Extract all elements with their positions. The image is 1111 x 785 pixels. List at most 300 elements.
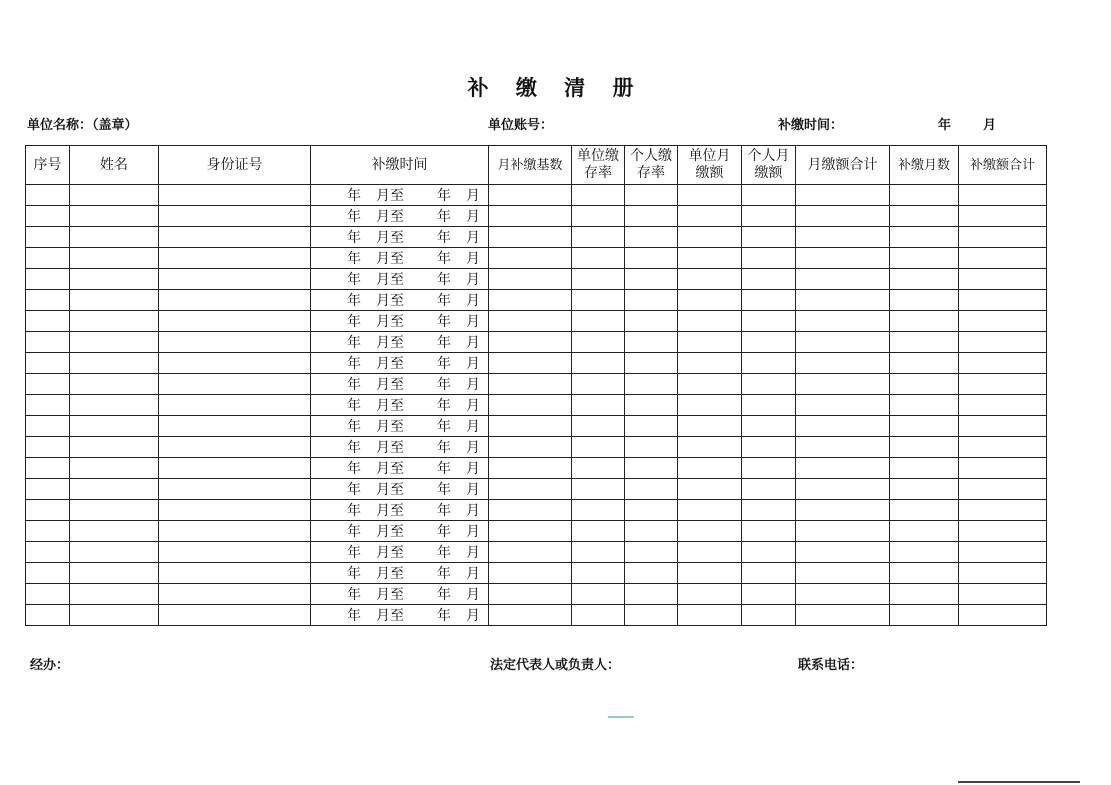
table-cell[interactable] xyxy=(959,458,1047,479)
table-cell[interactable] xyxy=(678,542,742,563)
table-cell[interactable] xyxy=(70,248,159,269)
table-cell[interactable] xyxy=(959,479,1047,500)
table-cell[interactable] xyxy=(26,521,70,542)
table-cell[interactable] xyxy=(26,353,70,374)
table-cell[interactable] xyxy=(26,185,70,206)
table-cell[interactable] xyxy=(159,563,311,584)
table-cell[interactable] xyxy=(572,416,625,437)
table-cell[interactable] xyxy=(159,416,311,437)
table-cell[interactable] xyxy=(742,332,796,353)
scan-edge-line xyxy=(958,781,1080,783)
table-cell[interactable] xyxy=(742,374,796,395)
table-cell[interactable] xyxy=(678,458,742,479)
table-cell[interactable] xyxy=(678,185,742,206)
time-year-label: 年 xyxy=(938,118,952,133)
table-cell[interactable] xyxy=(742,248,796,269)
table-cell[interactable] xyxy=(959,521,1047,542)
table-cell[interactable] xyxy=(890,479,959,500)
table-cell[interactable] xyxy=(159,332,311,353)
table-cell[interactable] xyxy=(678,206,742,227)
table-cell[interactable] xyxy=(26,542,70,563)
table-cell[interactable] xyxy=(26,290,70,311)
table-cell[interactable] xyxy=(890,269,959,290)
table-cell[interactable] xyxy=(890,542,959,563)
table-cell[interactable] xyxy=(890,500,959,521)
table-cell[interactable] xyxy=(26,584,70,605)
table-row xyxy=(26,416,1047,437)
table-cell[interactable] xyxy=(625,332,678,353)
table-cell[interactable] xyxy=(796,269,890,290)
table-cell[interactable] xyxy=(159,290,311,311)
table-cell[interactable] xyxy=(572,521,625,542)
table-cell[interactable] xyxy=(742,227,796,248)
table-cell[interactable] xyxy=(890,311,959,332)
table-cell[interactable] xyxy=(70,458,159,479)
table-cell[interactable] xyxy=(572,395,625,416)
table-cell[interactable] xyxy=(796,521,890,542)
col-personal-monthly: 个人月缴额 xyxy=(742,146,796,185)
table-cell[interactable] xyxy=(959,290,1047,311)
table-cell[interactable] xyxy=(26,458,70,479)
table-cell[interactable] xyxy=(70,521,159,542)
period-range xyxy=(311,332,488,352)
table-cell[interactable] xyxy=(572,227,625,248)
table-cell[interactable] xyxy=(489,395,572,416)
table-cell[interactable] xyxy=(678,353,742,374)
table-cell[interactable] xyxy=(890,458,959,479)
table-cell[interactable] xyxy=(70,395,159,416)
table-cell[interactable] xyxy=(159,479,311,500)
period-part: 月 xyxy=(466,503,480,519)
table-cell[interactable] xyxy=(625,311,678,332)
table-cell[interactable] xyxy=(796,332,890,353)
period-part: 月 xyxy=(466,398,480,414)
table-cell[interactable] xyxy=(70,290,159,311)
table-cell[interactable] xyxy=(625,584,678,605)
col-grand-total: 补缴额合计 xyxy=(959,146,1047,185)
period-cell[interactable] xyxy=(311,353,489,374)
table-cell[interactable] xyxy=(796,416,890,437)
table-cell[interactable] xyxy=(26,500,70,521)
table-cell[interactable] xyxy=(625,227,678,248)
table-cell[interactable] xyxy=(796,479,890,500)
table-cell[interactable] xyxy=(159,311,311,332)
table-cell[interactable] xyxy=(159,374,311,395)
time-month-label: 月 xyxy=(983,118,997,133)
table-cell[interactable] xyxy=(572,248,625,269)
table-cell[interactable] xyxy=(572,500,625,521)
table-cell[interactable] xyxy=(625,416,678,437)
table-cell[interactable] xyxy=(890,353,959,374)
period-cell[interactable] xyxy=(311,227,489,248)
period-part: 月 xyxy=(466,251,480,267)
period-range xyxy=(311,521,488,541)
table-cell[interactable] xyxy=(26,227,70,248)
period-cell[interactable] xyxy=(311,500,489,521)
table-cell[interactable] xyxy=(70,605,159,626)
period-part: 月 xyxy=(466,419,480,435)
table-cell[interactable] xyxy=(796,500,890,521)
table-cell[interactable] xyxy=(159,605,311,626)
table-cell[interactable] xyxy=(796,584,890,605)
period-range xyxy=(311,290,488,310)
table-cell[interactable] xyxy=(678,563,742,584)
table-cell[interactable] xyxy=(890,605,959,626)
table-cell[interactable] xyxy=(890,563,959,584)
table-cell[interactable] xyxy=(959,206,1047,227)
table-cell[interactable] xyxy=(26,311,70,332)
table-cell[interactable] xyxy=(70,269,159,290)
table-cell[interactable] xyxy=(489,332,572,353)
period-cell[interactable] xyxy=(311,521,489,542)
table-cell[interactable] xyxy=(625,458,678,479)
table-cell[interactable] xyxy=(959,353,1047,374)
table-cell[interactable] xyxy=(625,206,678,227)
table-cell[interactable] xyxy=(890,521,959,542)
period-part: 年 xyxy=(347,293,361,309)
table-cell[interactable] xyxy=(489,563,572,584)
period-part: 月至 xyxy=(376,272,404,288)
table-cell[interactable] xyxy=(890,185,959,206)
col-id-number: 身份证号 xyxy=(159,146,311,185)
table-cell[interactable] xyxy=(796,290,890,311)
table-cell[interactable] xyxy=(489,542,572,563)
table-cell[interactable] xyxy=(159,458,311,479)
table-cell[interactable] xyxy=(678,311,742,332)
table-cell[interactable] xyxy=(959,185,1047,206)
table-cell[interactable] xyxy=(572,332,625,353)
table-cell[interactable] xyxy=(26,248,70,269)
table-cell[interactable] xyxy=(678,416,742,437)
table-cell[interactable] xyxy=(796,227,890,248)
table-cell[interactable] xyxy=(159,500,311,521)
table-cell[interactable] xyxy=(678,584,742,605)
table-cell[interactable] xyxy=(159,395,311,416)
table-cell[interactable] xyxy=(742,437,796,458)
table-cell[interactable] xyxy=(489,584,572,605)
table-cell[interactable] xyxy=(742,605,796,626)
table-cell[interactable] xyxy=(959,374,1047,395)
table-cell[interactable] xyxy=(890,374,959,395)
table-cell[interactable] xyxy=(796,206,890,227)
table-row xyxy=(26,374,1047,395)
table-cell[interactable] xyxy=(159,248,311,269)
period-part: 月 xyxy=(466,545,480,561)
table-cell[interactable] xyxy=(70,332,159,353)
table-cell[interactable] xyxy=(742,311,796,332)
table-cell[interactable] xyxy=(959,500,1047,521)
table-cell[interactable] xyxy=(159,353,311,374)
table-cell[interactable] xyxy=(26,332,70,353)
period-part: 月至 xyxy=(376,419,404,435)
period-part: 月 xyxy=(466,377,480,393)
table-cell[interactable] xyxy=(890,332,959,353)
table-cell[interactable] xyxy=(489,521,572,542)
table-cell[interactable] xyxy=(489,185,572,206)
table-cell[interactable] xyxy=(489,248,572,269)
table-cell[interactable] xyxy=(890,290,959,311)
table-cell[interactable] xyxy=(159,185,311,206)
period-cell[interactable] xyxy=(311,332,489,353)
period-cell[interactable] xyxy=(311,542,489,563)
table-cell[interactable] xyxy=(489,500,572,521)
table-row xyxy=(26,311,1047,332)
table-cell[interactable] xyxy=(26,374,70,395)
table-cell[interactable] xyxy=(159,437,311,458)
table-cell[interactable] xyxy=(625,374,678,395)
table-cell[interactable] xyxy=(796,437,890,458)
table-cell[interactable] xyxy=(890,395,959,416)
period-part: 月至 xyxy=(376,230,404,246)
table-cell[interactable] xyxy=(572,269,625,290)
table-cell[interactable] xyxy=(890,437,959,458)
table-cell[interactable] xyxy=(959,332,1047,353)
table-cell[interactable] xyxy=(742,500,796,521)
table-cell[interactable] xyxy=(572,563,625,584)
table-cell[interactable] xyxy=(796,311,890,332)
table-cell[interactable] xyxy=(678,269,742,290)
table-cell[interactable] xyxy=(796,353,890,374)
table-cell[interactable] xyxy=(796,458,890,479)
table-cell[interactable] xyxy=(159,206,311,227)
table-cell[interactable] xyxy=(159,584,311,605)
period-cell[interactable] xyxy=(311,290,489,311)
table-cell[interactable] xyxy=(159,542,311,563)
period-cell[interactable] xyxy=(311,605,489,626)
table-cell[interactable] xyxy=(625,605,678,626)
period-cell[interactable] xyxy=(311,563,489,584)
table-cell[interactable] xyxy=(70,479,159,500)
table-cell[interactable] xyxy=(890,206,959,227)
account-label: 单位账号： xyxy=(488,118,554,133)
table-cell[interactable] xyxy=(572,437,625,458)
table-cell[interactable] xyxy=(572,353,625,374)
table-cell[interactable] xyxy=(742,206,796,227)
col-months: 补缴月数 xyxy=(890,146,959,185)
time-label: 补缴时间： xyxy=(778,118,844,133)
period-cell[interactable] xyxy=(311,458,489,479)
table-cell[interactable] xyxy=(742,269,796,290)
table-cell[interactable] xyxy=(26,395,70,416)
period-cell[interactable] xyxy=(311,395,489,416)
table-cell[interactable] xyxy=(625,479,678,500)
table-cell[interactable] xyxy=(625,563,678,584)
table-cell[interactable] xyxy=(625,269,678,290)
table-cell[interactable] xyxy=(489,269,572,290)
table-cell[interactable] xyxy=(489,458,572,479)
table-cell[interactable] xyxy=(489,479,572,500)
period-cell[interactable] xyxy=(311,584,489,605)
table-cell[interactable] xyxy=(70,584,159,605)
table-cell[interactable] xyxy=(890,416,959,437)
table-cell[interactable] xyxy=(26,206,70,227)
period-part: 年 xyxy=(437,314,451,330)
table-cell[interactable] xyxy=(678,395,742,416)
table-cell[interactable] xyxy=(742,479,796,500)
table-cell[interactable] xyxy=(489,290,572,311)
table-cell[interactable] xyxy=(796,374,890,395)
period-range xyxy=(311,395,488,415)
table-cell[interactable] xyxy=(572,290,625,311)
table-cell[interactable] xyxy=(959,437,1047,458)
period-cell[interactable] xyxy=(311,374,489,395)
period-part: 月 xyxy=(466,272,480,288)
table-cell[interactable] xyxy=(572,458,625,479)
table-cell[interactable] xyxy=(70,416,159,437)
table-cell[interactable] xyxy=(959,584,1047,605)
table-cell[interactable] xyxy=(625,500,678,521)
table-cell[interactable] xyxy=(742,584,796,605)
table-cell[interactable] xyxy=(572,206,625,227)
table-cell[interactable] xyxy=(796,248,890,269)
table-cell[interactable] xyxy=(572,479,625,500)
table-cell[interactable] xyxy=(572,185,625,206)
table-cell[interactable] xyxy=(572,311,625,332)
table-cell[interactable] xyxy=(959,311,1047,332)
table-cell[interactable] xyxy=(796,563,890,584)
table-cell[interactable] xyxy=(572,374,625,395)
table-cell[interactable] xyxy=(796,395,890,416)
table-cell[interactable] xyxy=(572,605,625,626)
table-cell[interactable] xyxy=(742,458,796,479)
period-range xyxy=(311,269,488,289)
table-cell[interactable] xyxy=(959,269,1047,290)
table-cell[interactable] xyxy=(742,395,796,416)
table-cell[interactable] xyxy=(625,353,678,374)
table-cell[interactable] xyxy=(678,374,742,395)
table-cell[interactable] xyxy=(678,521,742,542)
period-part: 年 xyxy=(437,230,451,246)
table-cell[interactable] xyxy=(489,227,572,248)
table-cell[interactable] xyxy=(70,374,159,395)
table-cell[interactable] xyxy=(959,248,1047,269)
table-cell[interactable] xyxy=(625,437,678,458)
table-cell[interactable] xyxy=(959,395,1047,416)
table-cell[interactable] xyxy=(489,353,572,374)
period-part: 年 xyxy=(437,377,451,393)
table-cell[interactable] xyxy=(625,542,678,563)
table-cell[interactable] xyxy=(742,353,796,374)
table-cell[interactable] xyxy=(159,521,311,542)
period-part: 年 xyxy=(347,230,361,246)
table-cell[interactable] xyxy=(959,227,1047,248)
period-range xyxy=(311,227,488,247)
table-cell[interactable] xyxy=(625,395,678,416)
table-cell[interactable] xyxy=(489,605,572,626)
table-cell[interactable] xyxy=(159,227,311,248)
period-cell[interactable] xyxy=(311,185,489,206)
period-part: 年 xyxy=(437,503,451,519)
table-cell[interactable] xyxy=(70,542,159,563)
period-cell[interactable] xyxy=(311,311,489,332)
table-cell[interactable] xyxy=(572,542,625,563)
table-cell[interactable] xyxy=(625,521,678,542)
table-cell[interactable] xyxy=(890,248,959,269)
period-cell[interactable] xyxy=(311,479,489,500)
table-cell[interactable] xyxy=(890,584,959,605)
table-cell[interactable] xyxy=(26,416,70,437)
table-cell[interactable] xyxy=(742,416,796,437)
table-cell[interactable] xyxy=(70,353,159,374)
table-cell[interactable] xyxy=(678,500,742,521)
table-cell[interactable] xyxy=(70,311,159,332)
table-cell[interactable] xyxy=(678,290,742,311)
col-period: 补缴时间 xyxy=(311,146,489,185)
period-cell[interactable] xyxy=(311,437,489,458)
table-cell[interactable] xyxy=(70,227,159,248)
period-part: 年 xyxy=(347,440,361,456)
table-cell[interactable] xyxy=(625,248,678,269)
table-cell[interactable] xyxy=(70,206,159,227)
table-cell[interactable] xyxy=(625,185,678,206)
table-cell[interactable] xyxy=(796,185,890,206)
period-range xyxy=(311,479,488,499)
period-part: 月至 xyxy=(376,251,404,267)
period-cell[interactable] xyxy=(311,248,489,269)
table-cell[interactable] xyxy=(70,563,159,584)
table-cell[interactable] xyxy=(742,185,796,206)
period-range xyxy=(311,500,488,520)
period-cell[interactable] xyxy=(311,206,489,227)
table-cell[interactable] xyxy=(26,437,70,458)
period-range xyxy=(311,206,488,226)
table-cell[interactable] xyxy=(625,290,678,311)
table-cell[interactable] xyxy=(678,605,742,626)
table-cell[interactable] xyxy=(959,563,1047,584)
table-cell[interactable] xyxy=(26,563,70,584)
period-part: 年 xyxy=(347,461,361,477)
table-cell[interactable] xyxy=(742,521,796,542)
table-cell[interactable] xyxy=(959,605,1047,626)
table-cell[interactable] xyxy=(742,563,796,584)
period-part: 年 xyxy=(347,398,361,414)
table-cell[interactable] xyxy=(489,206,572,227)
table-cell[interactable] xyxy=(489,374,572,395)
table-cell[interactable] xyxy=(70,185,159,206)
table-cell[interactable] xyxy=(678,479,742,500)
table-cell[interactable] xyxy=(678,332,742,353)
table-cell[interactable] xyxy=(489,437,572,458)
table-cell[interactable] xyxy=(890,227,959,248)
table-cell[interactable] xyxy=(70,437,159,458)
period-part: 月 xyxy=(466,356,480,372)
table-cell[interactable] xyxy=(796,605,890,626)
table-cell[interactable] xyxy=(26,479,70,500)
table-cell[interactable] xyxy=(742,542,796,563)
period-part: 年 xyxy=(347,314,361,330)
table-cell[interactable] xyxy=(678,437,742,458)
table-cell[interactable] xyxy=(159,269,311,290)
period-cell[interactable] xyxy=(311,416,489,437)
table-cell[interactable] xyxy=(26,605,70,626)
period-part: 年 xyxy=(347,503,361,519)
table-cell[interactable] xyxy=(678,227,742,248)
table-cell[interactable] xyxy=(26,269,70,290)
table-cell[interactable] xyxy=(959,542,1047,563)
period-part: 月至 xyxy=(376,608,404,624)
table-cell[interactable] xyxy=(572,584,625,605)
table-cell[interactable] xyxy=(796,542,890,563)
table-cell[interactable] xyxy=(742,290,796,311)
period-cell[interactable] xyxy=(311,269,489,290)
table-cell[interactable] xyxy=(959,416,1047,437)
table-cell[interactable] xyxy=(70,500,159,521)
period-part: 月至 xyxy=(376,356,404,372)
period-part: 月 xyxy=(466,209,480,225)
table-cell[interactable] xyxy=(678,248,742,269)
table-cell[interactable] xyxy=(489,311,572,332)
table-cell[interactable] xyxy=(489,416,572,437)
